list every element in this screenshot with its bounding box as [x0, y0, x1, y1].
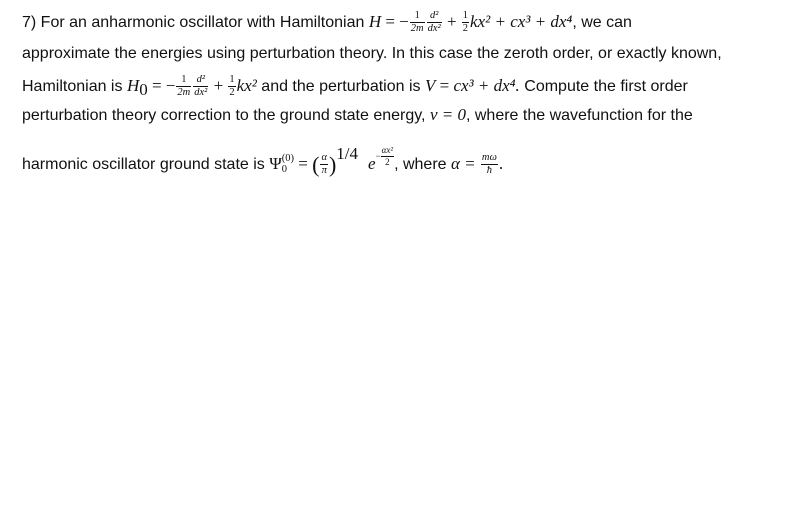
equals-2: =: [294, 154, 313, 173]
ground-state-text: harmonic oscillator ground state is: [22, 156, 270, 173]
perturbation-text: and the perturbation is: [256, 78, 425, 95]
problem-line-2: [22, 40, 722, 68]
exponent: − $\frac{\text{αx²}}{2}$: [375, 145, 394, 168]
where-text: , where: [394, 156, 451, 173]
wavefunction-text: , where the wavefunction for the: [465, 107, 693, 124]
alpha-eq: α =: [451, 154, 480, 173]
exp-base: e: [368, 154, 376, 173]
kx2-term: kx²: [236, 76, 257, 95]
intro-text-end: , we can: [572, 14, 632, 31]
line-2-text: approximate the energies using perturbation theory. In this case the zeroth order, or exactly known,: [22, 45, 722, 62]
equals-minus-2: = −: [147, 76, 176, 95]
equals-minus: = −: [381, 12, 409, 31]
final-period: .: [498, 154, 504, 173]
correction-text: perturbation theory correction to the ground state energy,: [22, 107, 430, 124]
plus-sign-2: +: [209, 76, 228, 95]
compute-text: Compute the first order: [519, 78, 688, 95]
d2-dx2-fraction: $\frac{\text{d²}}{\text{dx²}}$: [427, 9, 441, 35]
mw-over-hbar-fraction: $\frac{m\omega}{ħ}$: [481, 151, 497, 177]
right-paren: ): [328, 151, 337, 177]
quantum-number: v = 0: [429, 105, 466, 124]
d2-dx2-fraction-2: $\frac{\text{d²}}{\text{dx²}}$: [194, 73, 208, 99]
problem-line-3: [22, 72, 688, 100]
problem-line-5: [22, 137, 504, 177]
intro-text: 7) For an anharmonic oscillator with Hamiltonian: [22, 14, 369, 31]
v-symbol: V: [424, 76, 436, 95]
potential-terms: kx² + cx³ + dx⁴: [470, 12, 573, 31]
one-over-2m-fraction: $\frac{1}{2m}$: [410, 9, 424, 35]
psi-indices: (0) 0: [281, 153, 295, 175]
alpha-over-pi-fraction: $\frac{\alpha}{\pi}$: [321, 151, 327, 177]
h0-symbol: H: [126, 76, 140, 95]
h0-subscript: 0: [139, 80, 148, 100]
left-paren: (: [312, 151, 320, 177]
plus-sign: +: [442, 12, 461, 31]
problem-line-4: [22, 101, 693, 129]
hamiltonian-symbol: H: [368, 12, 382, 31]
perturbation-terms: cx³ + dx⁴.: [453, 76, 520, 95]
equals: =: [435, 76, 454, 95]
quarter-power: 1/4: [336, 144, 359, 163]
problem-line-1: [22, 8, 632, 36]
psi-symbol: Ψ: [269, 154, 282, 173]
one-half-fraction: $\frac{1}{2}$: [462, 9, 469, 35]
one-over-2m-fraction-2: $\frac{1}{2m}$: [177, 73, 191, 99]
h0-intro-text: Hamiltonian is: [22, 78, 127, 95]
one-half-fraction-2: $\frac{1}{2}$: [229, 73, 235, 99]
